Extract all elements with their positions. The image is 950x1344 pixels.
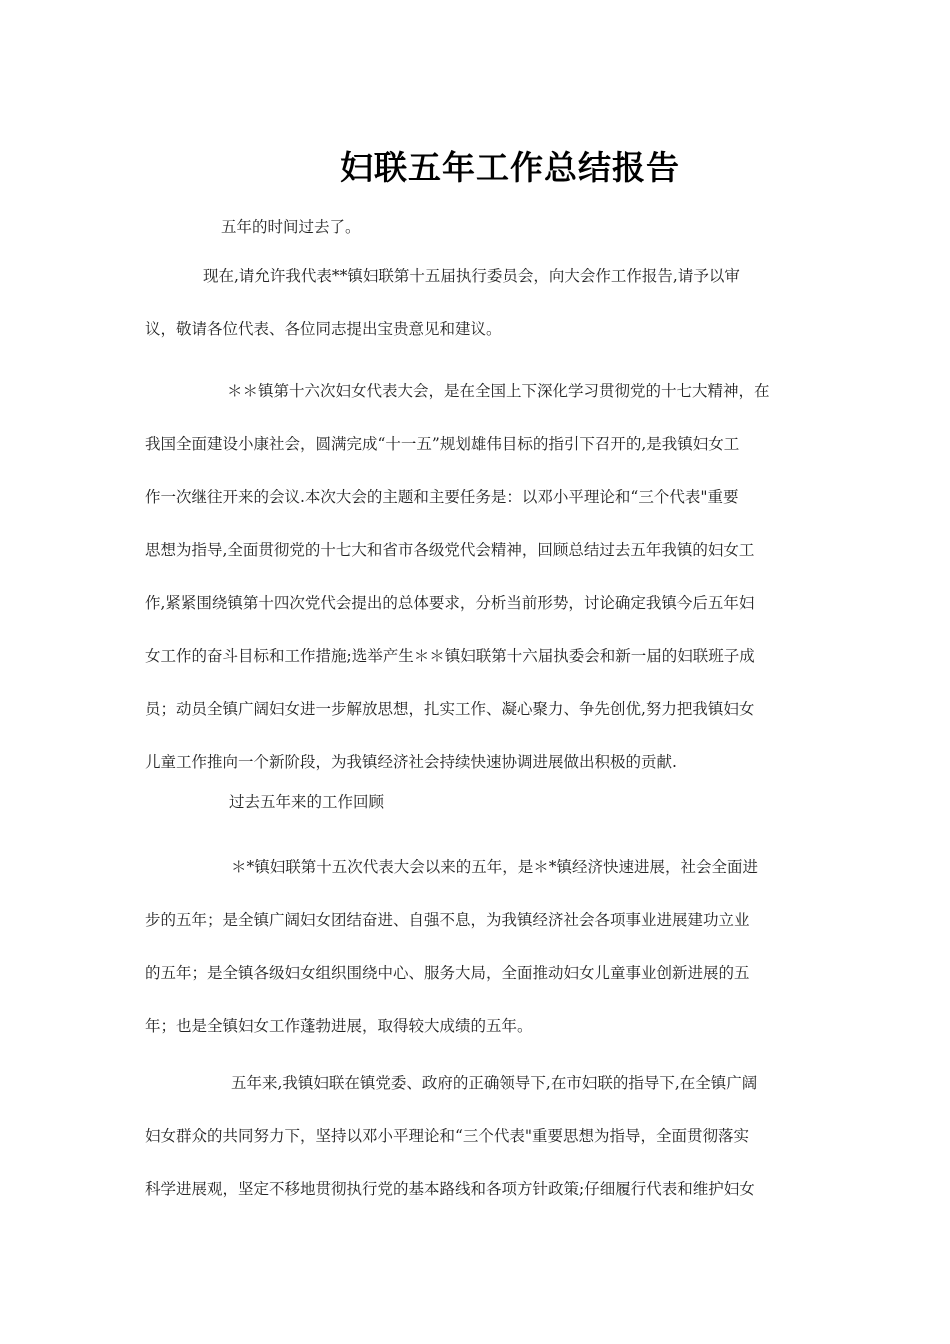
paragraph-line: 思想为指导,全面贯彻党的十七大和省市各级党代会精神，回顾总结过去五年我镇的妇女工 bbox=[145, 541, 755, 559]
paragraph-line: 议，敬请各位代表、各位同志提出宝贵意见和建议。 bbox=[145, 320, 502, 338]
paragraph-line: 步的五年；是全镇广阔妇女团结奋进、自强不息，为我镇经济社会各项事业进展建功立业 bbox=[145, 911, 750, 929]
paragraph-line: ＊＊镇第十六次妇女代表大会，是在全国上下深化学习贯彻党的十七大精神，在 bbox=[227, 382, 770, 400]
section-heading bbox=[145, 776, 807, 829]
paragraph-1 bbox=[145, 201, 807, 254]
paragraph-line: 女工作的奋斗目标和工作措施;选举产生＊＊镇妇联第十六届执委会和新一届的妇联班子成 bbox=[145, 647, 755, 665]
paragraph-line: ＊*镇妇联第十五次代表大会以来的五年，是＊*镇经济快速进展，社会全面进 bbox=[231, 858, 759, 876]
paragraph-line: 科学进展观，坚定不移地贯彻执行党的基本路线和各项方针政策;仔细履行代表和维护妇女 bbox=[145, 1180, 755, 1198]
paragraph-line: 的五年；是全镇各级妇女组织围绕中心、服务大局，全面推动妇女儿童事业创新进展的五 bbox=[145, 964, 750, 982]
paragraph-line: 员；动员全镇广阔妇女进一步解放思想，扎实工作、凝心聚力、争先创优,努力把我镇妇女 bbox=[145, 700, 755, 718]
paragraph-line: 妇女群众的共同努力下，坚持以邓小平理论和“三个代表"重要思想为指导，全面贯彻落实 bbox=[145, 1127, 750, 1145]
paragraph-line: 作一次继往开来的会议.本次大会的主题和主要任务是：以邓小平理论和“三个代表"重要 bbox=[145, 488, 739, 506]
paragraph-line: 作,紧紧围绕镇第十四次党代会提出的总体要求，分析当前形势，讨论确定我镇今后五年妇 bbox=[145, 594, 755, 612]
paragraph-line: 儿童工作推向一个新阶段，为我镇经济社会持续快速协调进展做出积极的贡献. bbox=[145, 753, 677, 771]
paragraph-line: 现在,请允许我代表**镇妇联第十五届执行委员会，向大会作工作报告,请予以审 bbox=[203, 267, 740, 285]
paragraph-line: 五年的时间过去了。 bbox=[221, 218, 361, 236]
paragraph-line: 五年来,我镇妇联在镇党委、政府的正确领导下,在市妇联的指导下,在全镇广阔 bbox=[231, 1074, 758, 1092]
paragraph-2 bbox=[145, 250, 807, 356]
section-heading-text: 过去五年来的工作回顾 bbox=[229, 793, 385, 811]
paragraph-5 bbox=[145, 841, 807, 1053]
paragraph-3 bbox=[145, 365, 807, 789]
paragraph-line: 我国全面建设小康社会，圆满完成“十一五”规划雄伟目标的指引下召开的,是我镇妇女工 bbox=[145, 435, 740, 453]
document-title: 妇联五年工作总结报告 bbox=[340, 148, 680, 187]
paragraph-line: 年；也是全镇妇女工作蓬勃进展，取得较大成绩的五年。 bbox=[145, 1017, 533, 1035]
paragraph-6 bbox=[145, 1057, 807, 1216]
